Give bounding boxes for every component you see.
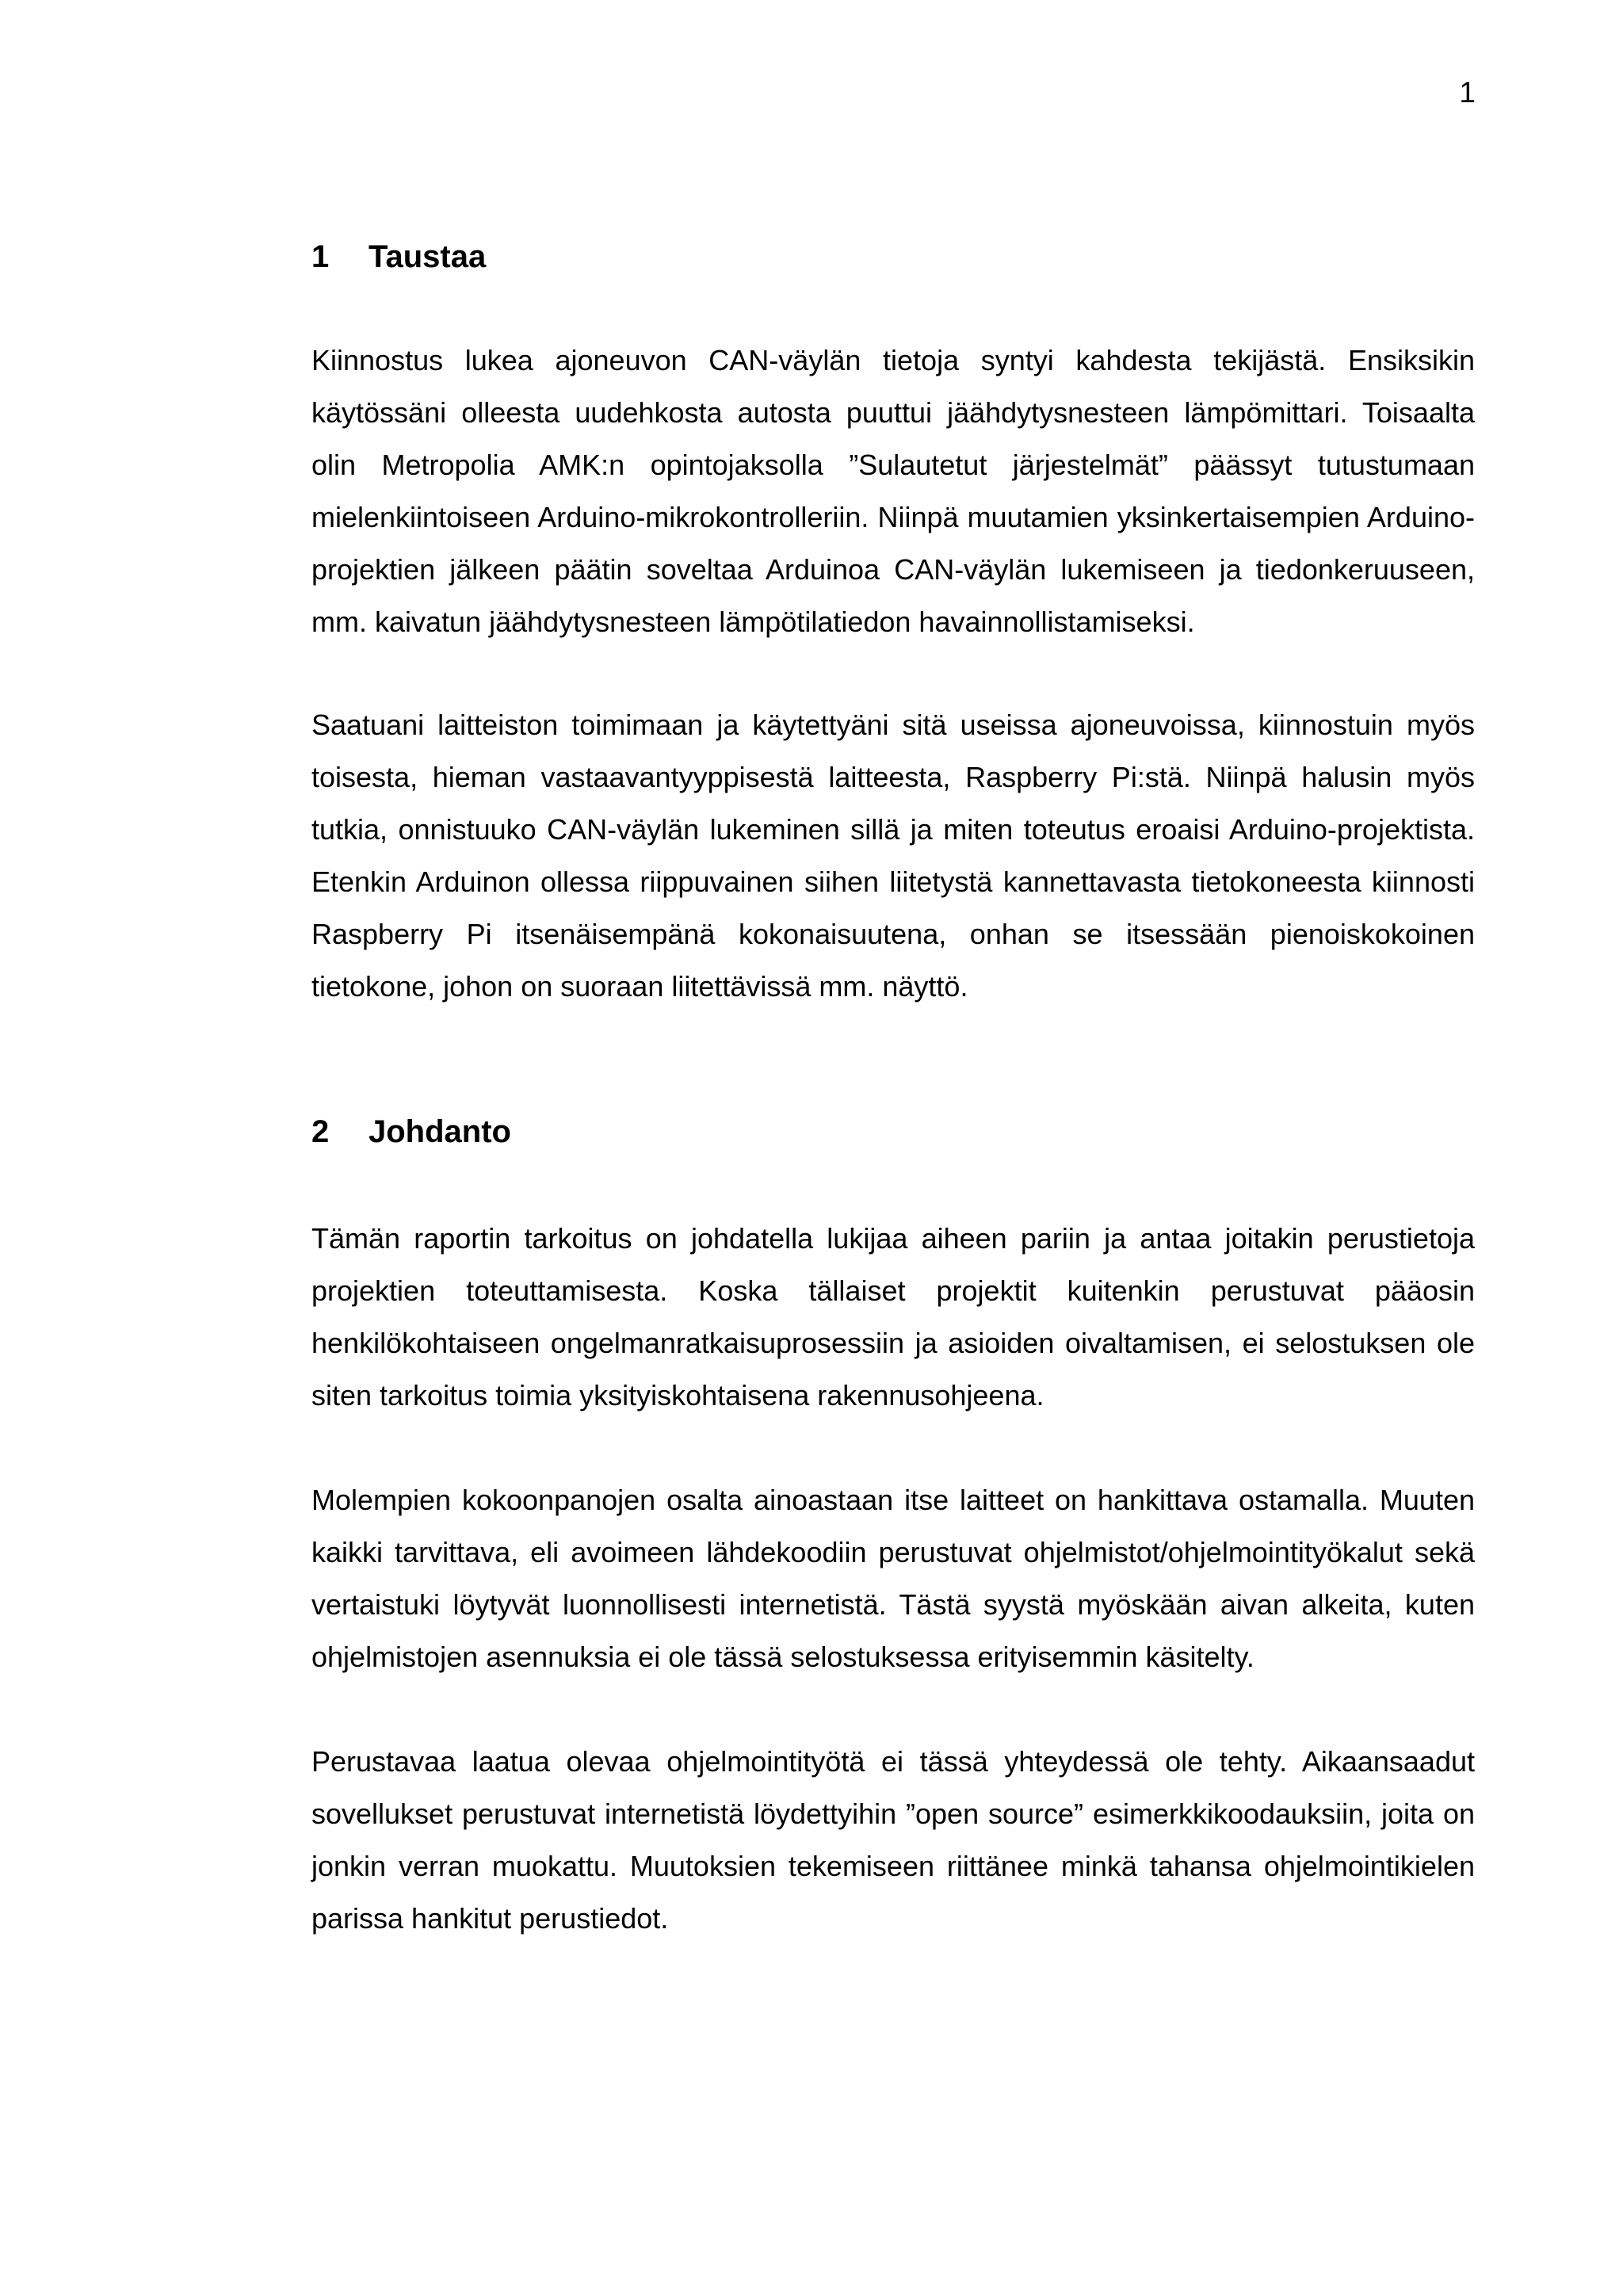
paragraph: Kiinnostus lukea ajoneuvon CAN-väylän tietoja syntyi kahdesta tekijästä. Ensiksikin käytössäni olleesta uudehkosta autosta puuttui jäähdytysnesteen lämpömittari. Toisaalta olin Metropolia AMK:n opintojaksolla ”Sulautetut järjestelmät” päässyt tutustumaan mielenkiintoiseen Arduino-mikrokontrolleriin. Niinpä muutamien yksinkertaisempien Arduino-projektien jälkeen päätin soveltaa Arduinoa CAN-väylän lukemiseen ja tiedonkeruuseen, mm. kaivatun jäähdytysnesteen lämpötilatiedon havainnollistamiseksi. [311, 344, 1475, 638]
section-heading-johdanto [311, 1113, 1475, 1151]
paragraph: Saatuani laitteiston toimimaan ja käytettyäni sitä useissa ajoneuvoissa, kiinnostuin myös toisesta, hieman vastaavantyyppisestä laitteesta, Raspberry Pi:stä. Niinpä halusin myös tutkia, onnistuuko CAN-väylän lukeminen sillä ja miten toteutus eroaisi Arduino-projektista. Etenkin Arduinon ollessa riippuvainen siihen liitetystä kannettavasta tietokoneesta kiinnosti Raspberry Pi itsenäisempänä kokonaisuutena, onhan se itsessään pienoiskokoinen tietokone, johon on suoraan liitettävissä mm. näyttö. [311, 709, 1475, 1003]
section-heading-taustaa [311, 238, 1475, 276]
section-title: Taustaa [369, 239, 487, 274]
section-number: 2 [311, 1114, 330, 1149]
paragraph: Molempien kokoonpanojen osalta ainoastaan itse laitteet on hankittava ostamalla. Muuten kaikki tarvittava, eli avoimeen lähdekoodiin perustuvat ohjelmistot/ohjelmointityökalut sekä vertaistuki löytyvät luonnollisesti internetistä. Tästä syystä myöskään aivan alkeita, kuten ohjelmistojen asennuksia ei ole tässä selostuksessa erityisemmin käsitelty. [311, 1484, 1475, 1673]
page-number: 1 [1459, 76, 1476, 109]
paragraph: Tämän raportin tarkoitus on johdatella lukijaa aiheen pariin ja antaa joitakin perustietoja projektien toteuttamisesta. Koska tällaiset projektit kuitenkin perustuvat pääosin henkilökohtaiseen ongelmanratkaisuprosessiin ja asioiden oivaltamisen, ei selostuksen ole siten tarkoitus toimia yksityiskohtaisena rakennusohjeena. [311, 1222, 1475, 1412]
section-title: Johdanto [369, 1114, 511, 1149]
document-body [311, 238, 1475, 1945]
section-number: 1 [311, 239, 330, 274]
paragraph: Perustavaa laatua olevaa ohjelmointityötä ei tässä yhteydessä ole tehty. Aikaansaadut sovellukset perustuvat internetistä löydettyihin ”open source” esimerkkikoodauksiin, joita on jonkin verran muokattu. Muutoksien tekemiseen riittänee minkä tahansa ohjelmointikielen parissa hankitut perustiedot. [311, 1745, 1475, 1935]
